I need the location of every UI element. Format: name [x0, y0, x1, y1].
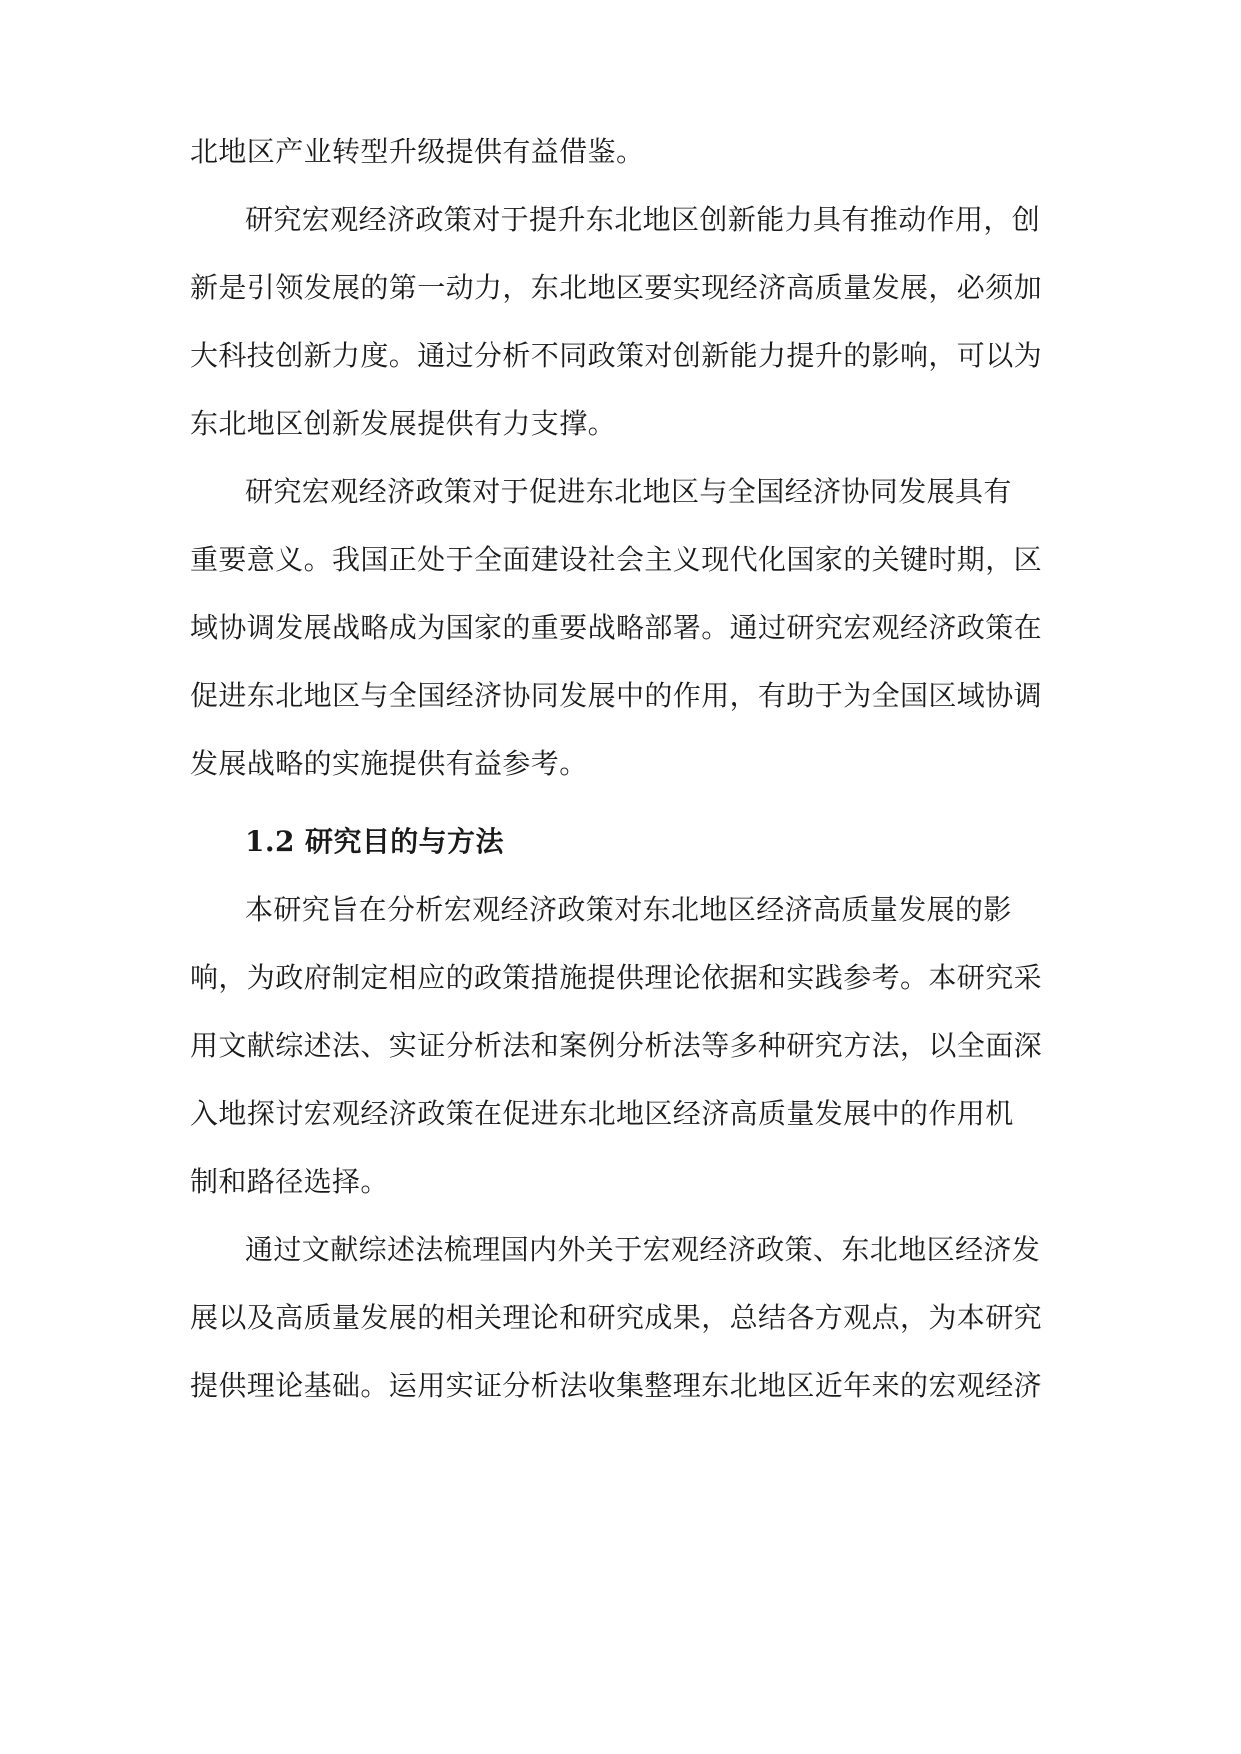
paragraph-5-line-2: 展以及高质量发展的相关理论和研究成果，总结各方观点，为本研究 — [190, 1301, 1043, 1334]
section-heading: 1.2 研究目的与方法 — [245, 825, 504, 858]
paragraph-2-line-4: 东北地区创新发展提供有力支撑。 — [190, 407, 617, 440]
paragraph-3-line-2: 重要意义。我国正处于全面建设社会主义现代化国家的关键时期，区 — [190, 543, 1043, 576]
paragraph-1-line-1: 北地区产业转型升级提供有益借鉴。 — [190, 135, 645, 168]
paragraph-4-line-1: 本研究旨在分析宏观经济政策对东北地区经济高质量发展的影 — [245, 893, 1012, 926]
paragraph-5-line-1: 通过文献综述法梳理国内外关于宏观经济政策、东北地区经济发 — [245, 1233, 1041, 1266]
paragraph-3-line-3: 域协调发展战略成为国家的重要战略部署。通过研究宏观经济政策在 — [190, 611, 1043, 644]
paragraph-3-line-1: 研究宏观经济政策对于促进东北地区与全国经济协同发展具有 — [245, 475, 1012, 508]
paragraph-5-line-3: 提供理论基础。运用实证分析法收集整理东北地区近年来的宏观经济 — [190, 1369, 1043, 1402]
paragraph-3-line-5: 发展战略的实施提供有益参考。 — [190, 747, 588, 780]
paragraph-4-line-3: 用文献综述法、实证分析法和案例分析法等多种研究方法，以全面深 — [190, 1029, 1043, 1062]
paragraph-3-line-4: 促进东北地区与全国经济协同发展中的作用，有助于为全国区域协调 — [190, 679, 1043, 712]
paragraph-4-line-5: 制和路径选择。 — [190, 1165, 389, 1198]
paragraph-4-line-2: 响，为政府制定相应的政策措施提供理论依据和实践参考。本研究采 — [190, 961, 1043, 994]
paragraph-4-line-4: 入地探讨宏观经济政策在促进东北地区经济高质量发展中的作用机 — [190, 1097, 1014, 1130]
paragraph-2-line-3: 大科技创新力度。通过分析不同政策对创新能力提升的影响，可以为 — [190, 339, 1043, 372]
paragraph-2-line-1: 研究宏观经济政策对于提升东北地区创新能力具有推动作用，创 — [245, 203, 1041, 236]
paragraph-2-line-2: 新是引领发展的第一动力，东北地区要实现经济高质量发展，必须加 — [190, 271, 1043, 304]
